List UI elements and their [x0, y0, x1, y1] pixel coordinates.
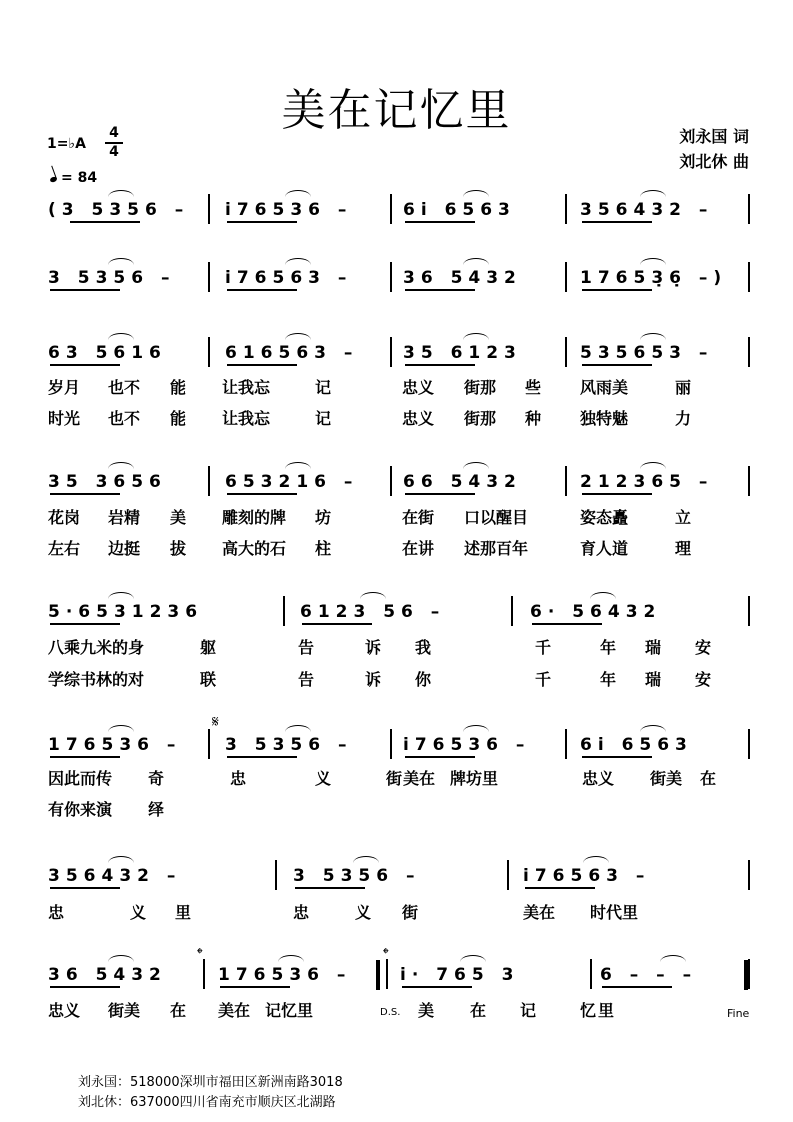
lyric-line-2: 柱 — [315, 539, 332, 558]
slur — [108, 333, 134, 340]
slur — [285, 462, 311, 469]
barline — [511, 596, 513, 626]
lyric-line-1: 我 — [415, 638, 432, 657]
lyric-line-1: 义 — [355, 903, 372, 922]
slur — [285, 725, 311, 732]
barline — [748, 596, 750, 626]
barline — [507, 860, 509, 890]
slur — [463, 725, 489, 732]
beam — [220, 986, 290, 988]
lyric-line-2: 边挺 — [108, 539, 141, 558]
lyric-line-1: 美 — [418, 1001, 435, 1020]
lyric-line-1: 姿态矗 — [580, 508, 629, 527]
lyric-line-2: 种 — [525, 409, 542, 428]
slur — [285, 190, 311, 197]
beam — [227, 756, 297, 758]
lyric-line-1: 能 — [170, 378, 187, 397]
measure: 616563 – — [225, 343, 359, 363]
lyric-line-2: 育人道 — [580, 539, 629, 558]
lyric-line-1: 街 — [402, 903, 419, 922]
lyric-line-1: 因此而传 — [48, 769, 113, 788]
barline — [208, 194, 210, 224]
lyric-line-1: 年 — [600, 638, 617, 657]
barline — [208, 262, 210, 292]
measure: i76536 – — [403, 735, 531, 755]
lyric-line-1: 在 — [700, 769, 717, 788]
lyric-line-1: 里 — [175, 903, 192, 922]
lyric-line-1: 坊 — [315, 508, 332, 527]
composer: 刘北休 曲 — [679, 152, 749, 171]
lyric-line-1: 些 — [525, 378, 542, 397]
footer-line-1: 刘永国：518000深圳市福田区新洲南路3018 — [78, 1075, 343, 1090]
lyric-line-2: 瑞 — [645, 670, 662, 689]
lyric-line-1: 美 — [170, 508, 187, 527]
beam — [402, 986, 472, 988]
lyric-line-2: 忠义 — [402, 409, 435, 428]
slur — [360, 592, 386, 599]
barline — [748, 729, 750, 759]
measure: 35 6123 — [403, 343, 522, 363]
lyric-line-1: 忠义 — [402, 378, 435, 397]
lyric-line-1: 忠义 — [582, 769, 615, 788]
fine-marking: Fine — [727, 1007, 750, 1020]
coda-icon: 𝄌 — [197, 944, 203, 963]
lyric-line-2: 诉 — [365, 670, 382, 689]
barline — [748, 860, 750, 890]
slur — [108, 462, 134, 469]
beam — [227, 493, 297, 495]
lyric-line-2: 时光 — [48, 409, 81, 428]
barline — [748, 959, 750, 989]
beam — [405, 364, 475, 366]
slur — [108, 856, 134, 863]
measure: 63 5616 — [48, 343, 167, 363]
lyric-line-1: 街美 — [650, 769, 683, 788]
lyric-line-1: 花岗 — [48, 508, 81, 527]
lyric-line-1: 义 — [315, 769, 332, 788]
measure: 66 5432 — [403, 472, 522, 492]
slur — [640, 333, 666, 340]
measure: 176536 – — [48, 735, 182, 755]
slur — [463, 462, 489, 469]
lyric-line-1: 口以醒目 — [464, 508, 529, 527]
beam — [582, 364, 652, 366]
measure: i76563 – — [225, 268, 353, 288]
key-signature: 1=♭A — [47, 136, 86, 152]
beam — [227, 364, 297, 366]
measure: 36 5432 — [403, 268, 522, 288]
slur — [460, 955, 486, 962]
slur — [108, 592, 134, 599]
beam — [582, 493, 652, 495]
measure: 212365 – — [580, 472, 714, 492]
lyric-line-2: 能 — [170, 409, 187, 428]
segno-icon: 𝄋 — [212, 712, 219, 731]
lyric-line-1: 忠 — [293, 903, 310, 922]
barline — [565, 262, 567, 292]
lyric-line-1: 记 — [315, 378, 332, 397]
slur — [278, 955, 304, 962]
barline — [590, 959, 592, 989]
lyric-line-1: 也不 — [108, 378, 141, 397]
lyric-line-1: 诉 — [365, 638, 382, 657]
lyric-line-1: 义 — [130, 903, 147, 922]
beam — [50, 364, 120, 366]
measure: 356432 – — [580, 200, 714, 220]
beam — [405, 221, 475, 223]
lyric-line-1: 丽 — [675, 378, 692, 397]
slur — [640, 725, 666, 732]
measure: 653216 – — [225, 472, 359, 492]
slur — [108, 725, 134, 732]
beam — [50, 289, 120, 291]
slur — [463, 190, 489, 197]
lyric-line-2: 年 — [600, 670, 617, 689]
ds-marking: D.S. — [380, 1007, 401, 1018]
lyric-line-1: 街美 — [108, 1001, 141, 1020]
measure: 3 5356 – — [48, 268, 176, 288]
beam — [582, 756, 652, 758]
slur — [583, 856, 609, 863]
beam — [50, 756, 120, 758]
measure: (3 5356 – — [48, 200, 190, 220]
barline — [208, 466, 210, 496]
lyric-line-1: 瑞 — [645, 638, 662, 657]
lyric-line-1: 美在 — [403, 769, 436, 788]
tempo-marking — [50, 170, 97, 186]
lyric-line-2: 学综书林的对 — [48, 670, 145, 689]
beam — [227, 289, 297, 291]
measure: 6i 6563 — [403, 200, 516, 220]
measure: 17653̣6̣ –) — [580, 268, 728, 288]
measure: 3 5356 – — [225, 735, 353, 755]
beam — [295, 887, 365, 889]
time-signature — [105, 126, 123, 160]
beam — [50, 986, 120, 988]
lyric-line-2: 安 — [695, 670, 712, 689]
barline — [748, 194, 750, 224]
lyric-line-1: 记忆里 — [265, 1001, 314, 1020]
quarter-note-icon — [49, 176, 57, 183]
lyricist: 刘永国 词 — [679, 127, 749, 146]
barline — [748, 262, 750, 292]
lyric-line-2: 让我忘 — [222, 409, 271, 428]
lyric-line-1: 忆 — [580, 1001, 597, 1020]
measure: 6 – – – — [600, 965, 698, 985]
beam — [50, 493, 120, 495]
slur — [108, 190, 134, 197]
measure: i76563 – — [523, 866, 651, 886]
beam — [405, 756, 475, 758]
slur — [640, 462, 666, 469]
lyric-line-1: 在 — [170, 1001, 187, 1020]
barline — [565, 729, 567, 759]
lyric-line-1: 忠 — [230, 769, 247, 788]
lyric-line-1: 街那 — [464, 378, 497, 397]
barline — [390, 337, 392, 367]
beam — [405, 289, 475, 291]
time-signature-bottom: 4 — [109, 144, 119, 160]
barline — [208, 729, 210, 759]
lyric-line-1: 时代里 — [590, 903, 639, 922]
lyric-line-1: 告 — [298, 638, 315, 657]
measure: 35 3656 — [48, 472, 167, 492]
measure: i76536 – — [225, 200, 353, 220]
contact-footer — [78, 1073, 343, 1113]
lyric-line-2: 独特魅 — [580, 409, 629, 428]
lyric-line-1: 风雨美 — [580, 378, 629, 397]
beam — [405, 493, 475, 495]
barline — [390, 466, 392, 496]
lyric-line-1: 岁月 — [48, 378, 81, 397]
barline — [390, 262, 392, 292]
lyric-line-2: 有你来演 — [48, 800, 113, 819]
coda-icon: 𝄌 — [383, 944, 389, 963]
lyric-line-2: 联 — [200, 670, 217, 689]
lyric-line-1: 牌坊里 — [450, 769, 499, 788]
barline — [565, 337, 567, 367]
measure: 3 5356 – — [293, 866, 421, 886]
slur — [353, 856, 379, 863]
slur — [660, 955, 686, 962]
beam — [302, 623, 372, 625]
lyric-line-1: 岩精 — [108, 508, 141, 527]
lyric-line-1: 让我忘 — [222, 378, 271, 397]
beam — [532, 623, 602, 625]
measure: 6123 56 – — [300, 602, 446, 622]
lyric-line-1: 美在 — [523, 903, 556, 922]
barline — [565, 466, 567, 496]
barline — [275, 860, 277, 890]
slur — [463, 258, 489, 265]
lyric-line-2: 绎 — [148, 800, 165, 819]
slur — [108, 258, 134, 265]
beam — [50, 887, 120, 889]
beam — [582, 289, 652, 291]
lyric-line-2: 街那 — [464, 409, 497, 428]
lyric-line-2: 拔 — [170, 539, 187, 558]
lyric-line-2: 也不 — [108, 409, 141, 428]
final-barline — [744, 960, 748, 990]
lyric-line-1: 记 — [520, 1001, 537, 1020]
slur — [285, 258, 311, 265]
barline — [203, 959, 205, 989]
measure: 6i 6563 — [580, 735, 693, 755]
measure: 36 5432 — [48, 965, 167, 985]
beam — [602, 986, 672, 988]
beam — [582, 221, 652, 223]
measure: 176536 – — [218, 965, 352, 985]
time-signature-top: 4 — [109, 125, 119, 141]
lyric-line-1: 雕刻的牌 — [222, 508, 287, 527]
lyric-line-2: 述那百年 — [464, 539, 529, 558]
barline — [390, 194, 392, 224]
lyric-line-2: 在讲 — [402, 539, 435, 558]
tempo-value: = 84 — [61, 170, 98, 186]
lyric-line-1: 立 — [675, 508, 692, 527]
song-title: 美在记忆里 — [281, 85, 512, 136]
lyric-line-2: 理 — [675, 539, 692, 558]
slur — [640, 258, 666, 265]
lyric-line-1: 奇 — [148, 769, 165, 788]
lyric-line-2: 你 — [415, 670, 432, 689]
lyric-line-1: 里 — [598, 1001, 615, 1020]
lyric-line-2: 记 — [315, 409, 332, 428]
measure: 5·6531236 — [48, 602, 204, 622]
lyric-line-2: 千 — [535, 670, 552, 689]
lyric-line-1: 千 — [535, 638, 552, 657]
lyric-line-1: 忠义 — [48, 1001, 81, 1020]
lyric-line-1: 在 — [470, 1001, 487, 1020]
measure: i· 765 3 — [400, 965, 520, 985]
lyric-line-2: 力 — [675, 409, 692, 428]
lyric-line-1: 街 — [386, 769, 403, 788]
lyric-line-2: 高大的石 — [222, 539, 287, 558]
beam — [50, 623, 120, 625]
slur — [108, 955, 134, 962]
measure: 356432 – — [48, 866, 182, 886]
barline — [390, 729, 392, 759]
slur — [285, 333, 311, 340]
lyric-line-1: 安 — [695, 638, 712, 657]
slur — [590, 592, 616, 599]
beam — [227, 221, 297, 223]
lyric-line-1: 躯 — [200, 638, 217, 657]
barline — [748, 337, 750, 367]
barline — [208, 337, 210, 367]
lyric-line-1: 在街 — [402, 508, 435, 527]
lyric-line-2: 左右 — [48, 539, 81, 558]
measure: 6· 56432 — [530, 602, 662, 622]
repeat-barline — [376, 960, 380, 990]
barline — [283, 596, 285, 626]
credits — [679, 124, 749, 174]
lyric-line-1: 忠 — [48, 903, 65, 922]
slur — [640, 190, 666, 197]
lyric-line-1: 美在 — [218, 1001, 251, 1020]
lyric-line-2: 告 — [298, 670, 315, 689]
footer-line-2: 刘北休：637000四川省南充市顺庆区北湖路 — [78, 1095, 336, 1110]
measure: 535653 – — [580, 343, 714, 363]
slur — [463, 333, 489, 340]
barline — [565, 194, 567, 224]
lyric-line-1: 八乘九米的身 — [48, 638, 145, 657]
barline — [748, 466, 750, 496]
beam — [525, 887, 595, 889]
beam — [70, 221, 140, 223]
